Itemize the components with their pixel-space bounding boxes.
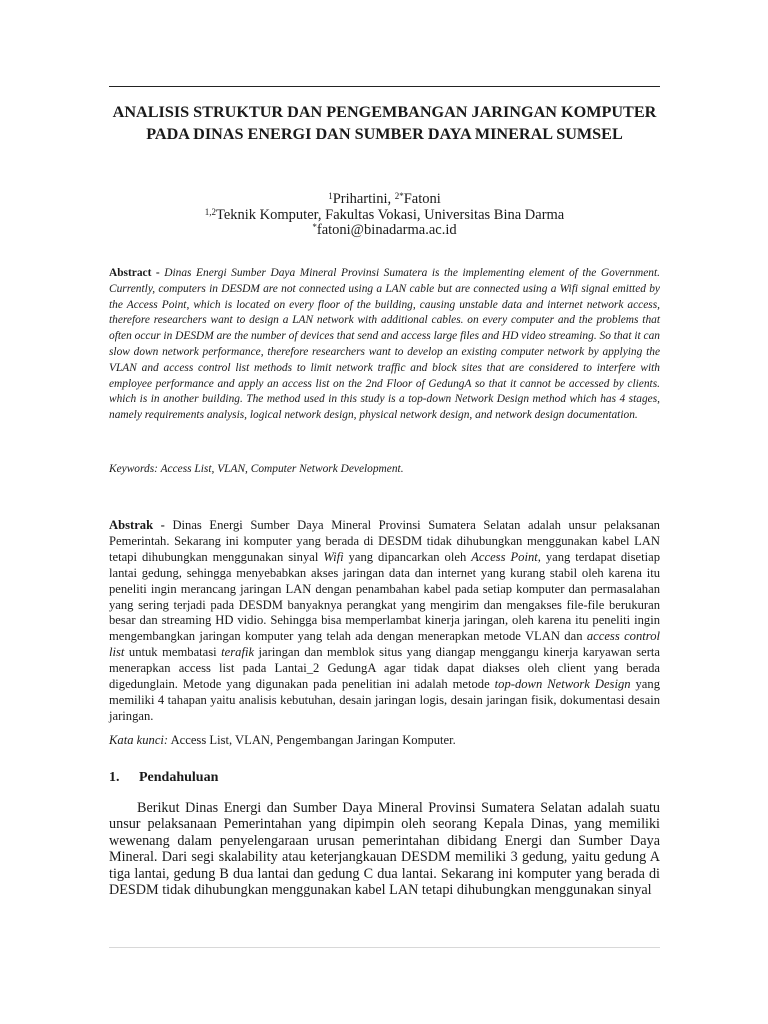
paper-title: ANALISIS STRUKTUR DAN PENGEMBANGAN JARINGAN KOMPUTER PADA DINAS ENERGI DAN SUMBER DAYA MINERAL SUMSEL [112,103,657,143]
abstrak-access-point: Access Point, [471,549,541,564]
abstrak-label: Abstrak - [109,518,165,532]
intro-paragraph: Berikut Dinas Energi dan Sumber Daya Mineral Provinsi Sumatera Selatan adalah suatu unsur pelaksanaan Pemerintahan yang dipimpin oleh seorang Kepala Dinas, yang memiliki wewenang dalam penyelengaraan urusan pemerintahan dibidang Energi dan Sumber Daya Mineral. Dari segi skalability atau keterjangkauan DESDM memiliki 3 gedung, yaitu gedung A tiga lantai, gedung B dua lantai dan gedung C dua lantai. Sekarang ini komputer yang berada di DESDM tidak dihubungkan menggunakan kabel LAN tetapi dihubungkan menggunakan sinyal [109,800,660,899]
abstract-label: Abstract - [109,267,160,279]
section-heading-pendahuluan [109,770,218,786]
abstrak-tdnd: top-down Network Design [494,677,631,692]
section-number: 1. [109,770,120,785]
abstract-english [109,266,660,424]
keywords-english: Keywords: Access List, VLAN, Computer Network Development. [109,463,404,475]
author-block [109,192,660,239]
author2-name: Fatoni [403,191,441,207]
email-line [109,223,660,239]
author-email: fatoni@binadarma.ac.id [316,222,457,238]
kata-kunci-text: Access List, VLAN, Pengembangan Jaringan Komputer. [168,733,456,747]
abstrak-terafik: terafik [221,645,255,660]
author1-superscript: 1 [328,191,333,201]
author-line [109,192,660,208]
abstrak-text-1: Dinas Energi Sumber Daya Mineral Provinsi Sumatera Selatan adalah unsur pelaksanan Pemerintah. Sekarang ini komputer yang berada di DESDM tidak dihubungkan menggunakan kabel LAN tetapi dihubungkan menggunakan sinyal [109,518,660,564]
affiliation-line [109,208,660,224]
abstrak-text-2: yang dipancarkan oleh [343,549,472,564]
footer-rule [109,947,660,948]
kata-kunci [109,733,660,748]
abstrak-text-3: yang terdapat disetiap lantai gedung, sehingga menyebabkan akses jaringan data dan internet yang kurang stabil oleh karena itu peneliti ingin merancang jaringan LAN dengan penambahan kabel pada setiap komputer dan permasalahan yang sering terjadi pada DESDM banyaknya perangkat yang mengirim dan mengakses file-file berukuran besar dan streaming HD vidio. Sehingga bisa memperlambat kinerja jaringan, oleh karena itu peneliti ingin mengembangkan jaringan komputer yang telah ada dengan menerapkan metode VLAN dan [109,549,660,644]
abstract-text: Dinas Energi Sumber Daya Mineral Provinsi Sumatera is the implementing element of the Government. Currently, computers in DESDM are not connected using a LAN cable but are connected using a Wifi signal emitted by the Access Point, which is located on every floor of the building, causing unstable data and internet network access, therefore researchers want to design a LAN network with additional cables. on every computer and the problems that often occur in DESDM are the number of devices that send and access large files and HD video streaming. So that it can slow down network performance, therefore researchers want to develop an existing computer network by applying the VLAN and access control list methods to limit network traffic and block sites that are considered to interfere with employee performance and apply an access list on the 2nd Floor of GedungA so that it cannot be accessed by clients. which is in another building. The method used in this study is a top-down Network Design method which has 4 stages, namely requirements analysis, logical network design, physical network design, and network design documentation. [109,267,661,422]
abstract-indonesian [109,518,660,725]
abstrak-acl: access control list [109,629,660,660]
top-rule [109,86,660,87]
affiliation-superscript: 1,2 [204,206,216,217]
abstrak-text-6: yang memiliki 4 tahapan yaitu analisis kebutuhan, desain jaringan logis, desain jaringan fisik, dokumentasi desain jaringan. [109,677,660,723]
email-superscript: * [312,222,317,232]
kata-kunci-label: Kata kunci: [109,733,169,747]
affiliation: Teknik Komputer, Fakultas Vokasi, Universitas Bina Darma [216,206,565,223]
abstrak-text-5: jaringan dan memblok situs yang diangap menggangu kinerja karyawan serta menerapkan access list pada Lantai_2 GedungA agar tidak dapat diakses oleh client yang berada digedunglain. Metode yang digunakan pada penelitian ini adalah metode [109,645,660,692]
abstrak-text-4: untuk membatasi [124,645,222,660]
abstrak-wifi: Wifi [323,549,344,564]
author1-name: Prihartini, [332,191,392,207]
author2-superscript: 2* [394,191,404,201]
section-title: Pendahuluan [139,770,219,785]
